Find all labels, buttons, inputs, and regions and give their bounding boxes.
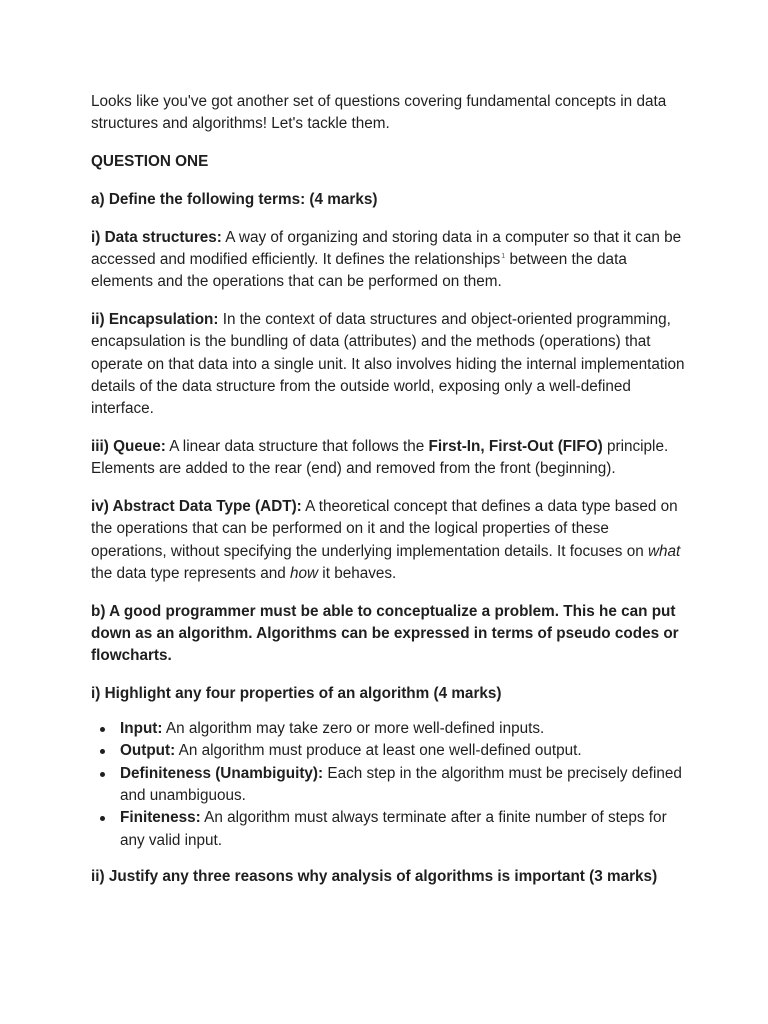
list-item xyxy=(91,763,687,808)
document-body xyxy=(91,91,687,904)
part-b-ii-heading: ii) Justify any three reasons why analysis of algorithms is important (3 marks) xyxy=(91,867,658,885)
citation-marker[interactable]: 1 xyxy=(501,252,506,260)
algorithm-properties-list xyxy=(91,718,687,852)
question-heading: QUESTION ONE xyxy=(91,153,209,171)
definition-text: A linear data structure that follows the xyxy=(165,438,429,456)
property-description: An algorithm must always terminate after a finite number of steps for any valid input. xyxy=(120,809,667,849)
list-item xyxy=(91,807,687,852)
part-a-heading: a) Define the following terms: (4 marks) xyxy=(91,190,378,208)
bullet-icon xyxy=(100,749,105,754)
definition-term: ii) Encapsulation: xyxy=(91,311,219,329)
property-description: An algorithm may take zero or more well-defined inputs. xyxy=(162,720,545,738)
definition-queue xyxy=(91,436,687,481)
property-name: Input: xyxy=(120,720,163,738)
property-description: An algorithm must produce at least one well-defined output. xyxy=(175,742,582,760)
definition-text: principle. Elements are added to the rear (end) and removed from the front (beginning). xyxy=(91,438,669,478)
definition-term: i) Data structures: xyxy=(91,228,222,246)
definition-text: it behaves. xyxy=(318,565,397,583)
bullet-icon xyxy=(100,816,105,821)
definition-data-structures xyxy=(91,227,687,294)
definition-text: In the context of data structures and object-oriented programming, encapsulation is the bundling of data (attributes) and the methods (operations) that operate on that data into a single unit. It also involves hiding the internal implementation details of the data structure from the outside world, exposing only a well-defined interface. xyxy=(91,311,685,418)
definition-term: iii) Queue: xyxy=(91,438,166,456)
definition-encapsulation xyxy=(91,309,687,420)
part-b-heading: b) A good programmer must be able to conceptualize a problem. This he can put down as an algorithm. Algorithms can be expressed in terms of pseudo codes or flowcharts. xyxy=(91,602,679,665)
emphasis-what: what xyxy=(647,542,681,560)
property-name: Output: xyxy=(120,742,176,760)
emphasis-how: how xyxy=(290,565,319,583)
list-item xyxy=(91,740,687,762)
part-b-i-heading: i) Highlight any four properties of an algorithm (4 marks) xyxy=(91,685,502,703)
bullet-icon xyxy=(100,727,105,732)
intro-paragraph: Looks like you've got another set of questions covering fundamental concepts in data structures and algorithms! Let's tackle them. xyxy=(91,93,667,133)
definition-text: A theoretical concept that defines a data type based on the operations that can be performed on it and the logical properties of these operations, without specifying the underlying implementation details. It focuses on xyxy=(91,498,678,560)
definition-text: between the data elements and the operations that can be performed on them. xyxy=(91,250,627,291)
list-item xyxy=(91,718,687,740)
property-name: Definiteness (Unambiguity): xyxy=(120,764,324,782)
definition-term: iv) Abstract Data Type (ADT): xyxy=(91,498,302,516)
bullet-icon xyxy=(100,772,105,777)
definition-text: the data type represents and xyxy=(91,565,290,583)
fifo-phrase: First-In, First-Out (FIFO) xyxy=(428,438,603,456)
property-name: Finiteness: xyxy=(120,809,201,827)
definition-text: A way of organizing and storing data in a computer so that it can be accessed and modified efficiently. It defines the relationships xyxy=(91,228,682,268)
property-description: Each step in the algorithm must be precisely defined and unambiguous. xyxy=(120,764,682,804)
definition-adt xyxy=(91,496,687,585)
